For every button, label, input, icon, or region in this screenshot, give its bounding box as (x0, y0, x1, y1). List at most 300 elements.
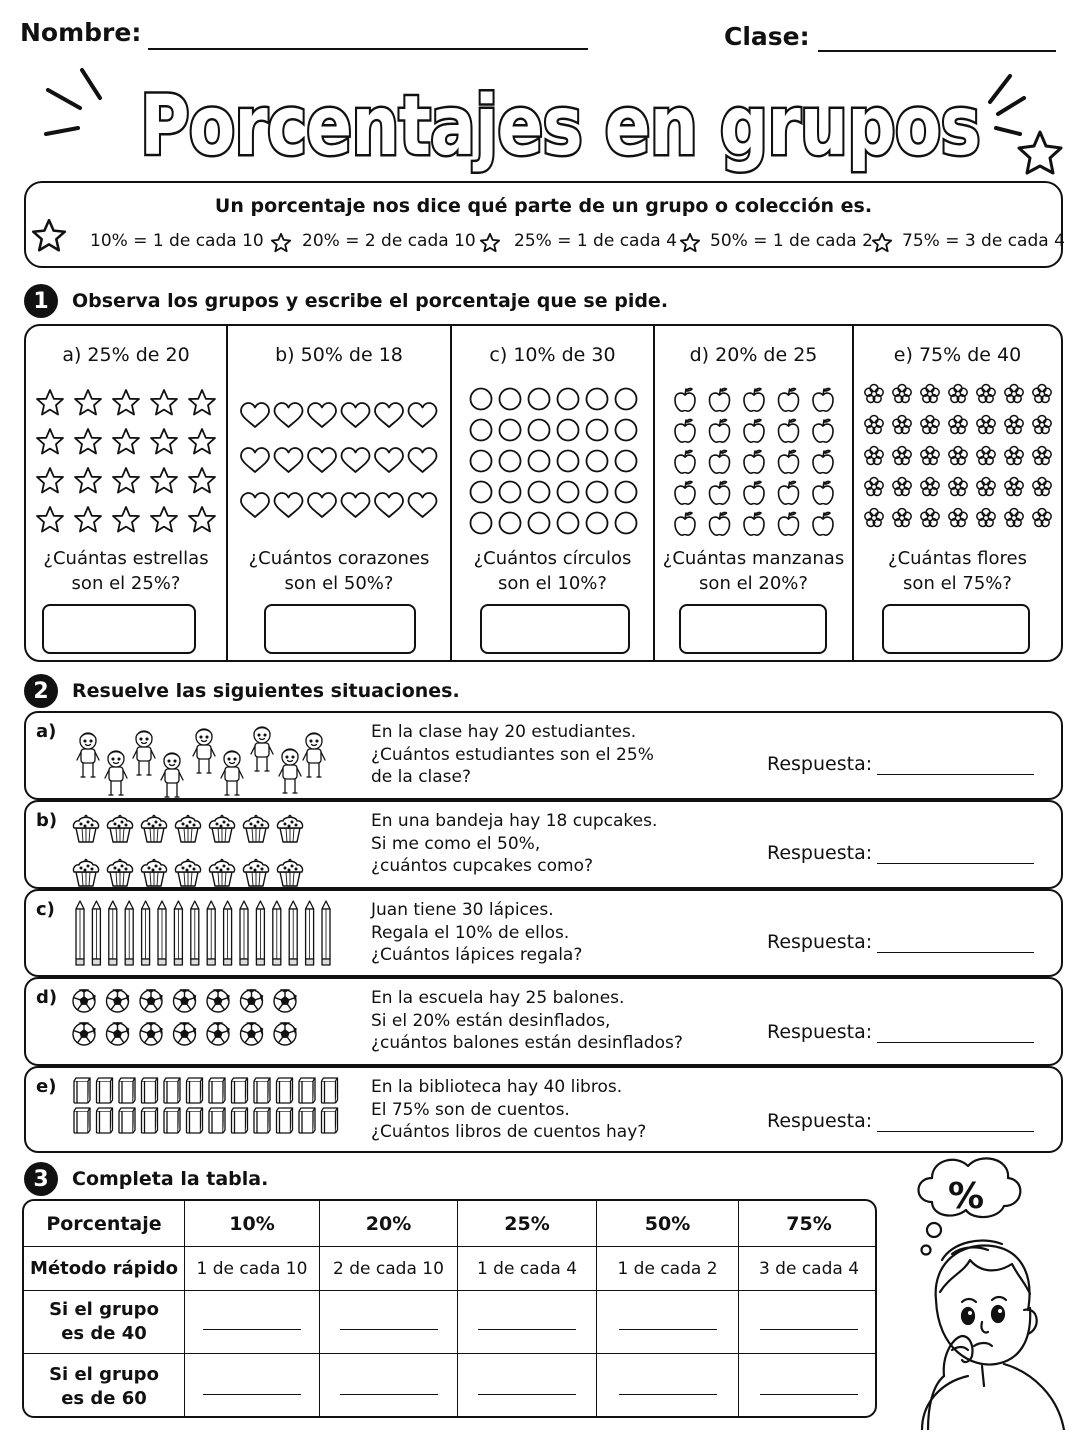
pencil-icon (174, 901, 182, 965)
student-icon (77, 733, 99, 777)
apple-icon (813, 388, 833, 411)
group-b-question: ¿Cuántos corazones son el 50%? (248, 548, 430, 594)
book-icon (299, 1108, 315, 1133)
soccer-ball-icon (140, 1023, 162, 1045)
book-icon (142, 1108, 158, 1133)
circle-icon-grid (452, 382, 655, 542)
situation-c (24, 889, 1063, 977)
student-icon (133, 731, 155, 775)
situation-c-text: Juan tiene 30 lápices. Regala el 10% de ellos. ¿Cuántos lápices regala? (371, 900, 583, 965)
situation-d-answer-label: Respuesta: (767, 1021, 873, 1043)
heart-icon (308, 403, 336, 427)
pencil-icon (306, 901, 314, 965)
pencil-icon (76, 901, 84, 965)
apple-icon (710, 419, 730, 442)
book-icon (119, 1078, 135, 1103)
book-icon (142, 1078, 158, 1103)
flower-icon (1033, 416, 1051, 434)
sparkle-left-icon (46, 70, 100, 134)
book-icon (209, 1078, 225, 1103)
apple-icon (813, 481, 833, 504)
situation-e-text: En la biblioteca hay 40 libros. El 75% son de cuentos. ¿Cuántos libros de cuentos hay? (371, 1077, 647, 1142)
group-e (852, 326, 1061, 660)
situation-c-answer-label: Respuesta: (767, 931, 873, 953)
table-header-50: 50% (597, 1201, 739, 1247)
group-c-answer-box[interactable] (480, 604, 630, 654)
star-icon (151, 468, 177, 493)
situation-e-answer-label: Respuesta: (767, 1110, 873, 1132)
pencil-icon (224, 901, 232, 965)
section-1-number: 1 (24, 284, 58, 318)
star-icon (151, 429, 177, 454)
circle-icon (587, 482, 608, 503)
circle-icon (587, 389, 608, 410)
star-icon (37, 390, 63, 415)
book-icon (277, 1108, 293, 1133)
group-c (450, 326, 653, 660)
table-method-20: 2 de cada 10 (320, 1247, 458, 1291)
star-icon (189, 390, 215, 415)
section-1-groups (24, 324, 1063, 662)
table-cell-60-10[interactable] (185, 1354, 320, 1418)
book-icon (299, 1078, 315, 1103)
heart-icon (241, 448, 269, 472)
book-icon (187, 1108, 203, 1133)
star-icon (871, 232, 893, 254)
soccer-ball-icon (241, 990, 263, 1012)
table-header-percentage: Porcentaje (24, 1201, 185, 1247)
equivalence-25: 25% = 1 de cada 4 (514, 231, 677, 251)
book-icon (97, 1078, 113, 1103)
star-icon (37, 507, 63, 532)
table-header-10: 10% (185, 1201, 320, 1247)
group-c-question: ¿Cuántos círculos son el 10%? (473, 548, 632, 594)
flower-icon (893, 447, 911, 465)
table-header-25: 25% (458, 1201, 597, 1247)
heart-icon (375, 448, 403, 472)
pencil-icon (256, 901, 264, 965)
flower-icon (865, 385, 883, 403)
circle-icon (471, 451, 492, 472)
star-icon (75, 390, 101, 415)
section-3-number: 3 (24, 1162, 58, 1196)
flower-icon (949, 509, 967, 527)
circle-icon (558, 451, 579, 472)
star-icon (75, 507, 101, 532)
thinking-boy-illustration (892, 1150, 1072, 1430)
student-icon (105, 751, 127, 795)
group-a (26, 326, 226, 660)
flower-icon (865, 447, 883, 465)
pencil-icon-group (72, 899, 352, 971)
apple-icon (779, 481, 799, 504)
group-d-answer-box[interactable] (679, 604, 827, 654)
circle-icon (616, 389, 637, 410)
apple-icon (779, 450, 799, 473)
flower-icon (865, 509, 883, 527)
flower-icon (921, 416, 939, 434)
cupcake-icon (243, 816, 268, 843)
flower-icon (893, 385, 911, 403)
student-icon (251, 727, 273, 771)
soccer-ball-icon (207, 1023, 229, 1045)
heart-icon (275, 403, 303, 427)
situation-c-letter: c) (36, 899, 55, 920)
situation-a-letter: a) (36, 721, 57, 742)
soccer-ball-icon (107, 990, 129, 1012)
section-2-title: Resuelve las siguientes situaciones. (72, 680, 460, 702)
apple-icon (779, 512, 799, 535)
circle-icon (616, 513, 637, 534)
info-text: Un porcentaje nos dice qué parte de un grupo o colección es. (214, 195, 873, 217)
pencil-icon (289, 901, 297, 965)
flower-icon (949, 385, 967, 403)
star-icon (270, 232, 292, 254)
soccer-ball-icon (174, 1023, 196, 1045)
flower-icon (1005, 385, 1023, 403)
circle-icon (529, 513, 550, 534)
circle-icon (529, 389, 550, 410)
flower-icon (893, 416, 911, 434)
group-d (653, 326, 852, 660)
equivalence-row (26, 231, 1065, 257)
student-icon (193, 729, 215, 773)
table-header-75: 75% (739, 1201, 877, 1247)
circle-icon (500, 389, 521, 410)
flower-icon (1005, 416, 1023, 434)
heart-icon (308, 448, 336, 472)
pencil-icon (142, 901, 150, 965)
table-row-60-label: Si el grupo es de 60 (24, 1354, 185, 1418)
table-cell-40-75[interactable] (739, 1291, 877, 1354)
pencil-icon (322, 901, 330, 965)
apple-icon (744, 388, 764, 411)
group-d-question: ¿Cuántas manzanas son el 20%? (662, 548, 845, 594)
flower-icon (1033, 385, 1051, 403)
situation-b-text: En una bandeja hay 18 cupcakes. Si me como el 50%, ¿cuántos cupcakes como? (371, 811, 658, 876)
cupcake-icon (175, 816, 200, 843)
circle-icon (616, 451, 637, 472)
cupcake-icon (107, 816, 132, 843)
apple-icon (675, 388, 695, 411)
flower-icon (977, 416, 995, 434)
circle-icon (471, 482, 492, 503)
group-e-answer-box[interactable] (882, 604, 1030, 654)
pencil-icon (207, 901, 215, 965)
book-icon (254, 1078, 270, 1103)
situation-d-letter: d) (36, 987, 58, 1008)
situation-e (24, 1066, 1063, 1153)
circle-icon (529, 482, 550, 503)
situation-c-answer-line[interactable] (877, 952, 1034, 953)
group-b-answer-box[interactable] (264, 604, 416, 654)
star-icon (189, 429, 215, 454)
apple-icon-grid (655, 382, 854, 542)
equivalence-75: 75% = 3 de cada 4 (902, 231, 1065, 251)
soccer-ball-icon (274, 990, 296, 1012)
situation-d (24, 977, 1063, 1066)
soccer-ball-icon (207, 990, 229, 1012)
heart-icon (375, 493, 403, 517)
flower-icon (1033, 509, 1051, 527)
pencil-icon (191, 901, 199, 965)
book-icon (74, 1078, 90, 1103)
sparkle-right-icon (990, 76, 1024, 134)
table-cell-60-20[interactable] (320, 1354, 458, 1418)
apple-icon (744, 450, 764, 473)
cupcake-icon-group (72, 810, 352, 888)
star-icon (151, 390, 177, 415)
star-icon (679, 232, 701, 254)
circle-icon (616, 420, 637, 441)
cupcake-icon (73, 816, 98, 843)
cupcake-icon (209, 816, 234, 843)
star-icon (37, 468, 63, 493)
group-d-grid (655, 382, 852, 542)
equivalence-50: 50% = 1 de cada 2 (710, 231, 873, 251)
circle-icon (500, 420, 521, 441)
star-decoration-icon (1019, 132, 1061, 173)
section-1-title: Observa los grupos y escribe el porcentaje que se pide. (72, 290, 669, 312)
situation-b-answer-label: Respuesta: (767, 842, 873, 864)
equivalence-10: 10% = 1 de cada 10 (90, 231, 264, 251)
heart-icon (241, 493, 269, 517)
table-cell-40-10[interactable] (185, 1291, 320, 1354)
group-c-label: c) 10% de 30 (489, 344, 616, 366)
group-e-label: e) 75% de 40 (893, 344, 1022, 366)
table-method-10: 1 de cada 10 (185, 1247, 320, 1291)
table-method-75: 3 de cada 4 (739, 1247, 877, 1291)
circle-icon (558, 513, 579, 534)
flower-icon (893, 478, 911, 496)
situation-e-answer-line[interactable] (877, 1131, 1034, 1132)
table-cell-60-25[interactable] (458, 1354, 597, 1418)
cupcake-icon (141, 816, 166, 843)
name-field[interactable] (148, 48, 588, 50)
star-icon (189, 468, 215, 493)
flower-icon (865, 478, 883, 496)
cupcake-icon (141, 860, 166, 887)
flower-icon (921, 478, 939, 496)
book-icon (119, 1108, 135, 1133)
cupcake-icon (243, 860, 268, 887)
apple-icon (675, 512, 695, 535)
apple-icon (779, 419, 799, 442)
flower-icon (1033, 478, 1051, 496)
heart-icon (342, 493, 370, 517)
flower-icon (865, 416, 883, 434)
student-icon (279, 749, 301, 793)
apple-icon (710, 512, 730, 535)
book-icon (254, 1108, 270, 1133)
situation-a (24, 711, 1063, 800)
flower-icon (977, 385, 995, 403)
worksheet-title (0, 62, 1086, 182)
situation-b (24, 800, 1063, 889)
flower-icon (921, 385, 939, 403)
table-cell-60-75[interactable] (739, 1354, 877, 1418)
table-method-label: Método rápido (24, 1247, 185, 1291)
group-c-grid (452, 382, 653, 542)
group-e-question: ¿Cuántas flores son el 75%? (888, 548, 1027, 594)
star-icon (113, 390, 139, 415)
apple-icon (710, 388, 730, 411)
soccer-ball-icon (73, 990, 95, 1012)
group-a-grid (26, 386, 226, 544)
class-label: Clase: (724, 22, 810, 51)
boy-icon (922, 1241, 1064, 1430)
section-2-number: 2 (24, 674, 58, 708)
book-icon (232, 1078, 248, 1103)
star-icon-grid (26, 386, 226, 544)
pencil-icon (109, 901, 117, 965)
heart-icon (241, 403, 269, 427)
circle-icon (471, 389, 492, 410)
apple-icon (744, 512, 764, 535)
circle-icon (587, 420, 608, 441)
heart-icon (409, 493, 437, 517)
flower-icon (949, 478, 967, 496)
circle-icon (558, 420, 579, 441)
group-d-label: d) 20% de 25 (689, 344, 818, 366)
circle-icon (616, 482, 637, 503)
situation-a-answer-line[interactable] (877, 774, 1034, 775)
soccer-ball-icon (241, 1023, 263, 1045)
star-icon (113, 507, 139, 532)
star-icon (113, 468, 139, 493)
heart-icon (342, 403, 370, 427)
flower-icon (921, 447, 939, 465)
situation-b-letter: b) (36, 810, 58, 831)
star-icon (75, 429, 101, 454)
circle-icon (500, 482, 521, 503)
flower-icon (893, 509, 911, 527)
circle-icon (500, 451, 521, 472)
table-method-50: 1 de cada 2 (597, 1247, 739, 1291)
section-3-title: Completa la tabla. (72, 1168, 269, 1190)
circle-icon (558, 482, 579, 503)
soccer-ball-icon (73, 1023, 95, 1045)
soccer-ball-icon (174, 990, 196, 1012)
pencil-icon (92, 901, 100, 965)
equivalence-20: 20% = 2 de cada 10 (302, 231, 476, 251)
heart-icon (375, 403, 403, 427)
heart-icon (275, 493, 303, 517)
book-icon (277, 1078, 293, 1103)
apple-icon (744, 481, 764, 504)
heart-icon (409, 403, 437, 427)
cupcake-icon (277, 860, 302, 887)
apple-icon (813, 512, 833, 535)
heart-icon-grid (228, 396, 452, 526)
group-e-grid (854, 380, 1061, 540)
student-icon (161, 753, 183, 797)
circle-icon (529, 451, 550, 472)
flower-icon (977, 478, 995, 496)
thought-percent-symbol: % (947, 1176, 985, 1217)
info-box (24, 181, 1063, 268)
group-a-question: ¿Cuántas estrellas son el 25%? (43, 548, 209, 594)
student-icon-group (72, 721, 352, 799)
situation-d-text: En la escuela hay 25 balones. Si el 20% están desinflados, ¿cuántos balones están desinflados? (371, 988, 683, 1053)
pencil-icon (125, 901, 133, 965)
flower-icon (949, 416, 967, 434)
book-icon (164, 1108, 180, 1133)
student-icon (221, 751, 243, 795)
book-icon (232, 1108, 248, 1133)
situation-a-answer-label: Respuesta: (767, 753, 873, 775)
heart-icon (342, 448, 370, 472)
heart-icon (275, 448, 303, 472)
apple-icon (813, 450, 833, 473)
flower-icon (1005, 447, 1023, 465)
group-b (226, 326, 450, 660)
situation-e-letter: e) (36, 1076, 57, 1097)
group-a-answer-box[interactable] (42, 604, 196, 654)
table-header-20: 20% (320, 1201, 458, 1247)
table-cell-40-25[interactable] (458, 1291, 597, 1354)
flower-icon (977, 447, 995, 465)
table-cell-40-50[interactable] (597, 1291, 739, 1354)
group-b-grid (228, 396, 450, 526)
circle-icon (500, 513, 521, 534)
heart-icon (409, 448, 437, 472)
flower-icon-grid (854, 380, 1063, 540)
book-icon (187, 1078, 203, 1103)
apple-icon (675, 419, 695, 442)
group-a-label: a) 25% de 20 (62, 344, 190, 366)
star-icon (37, 429, 63, 454)
soccer-ball-icon (274, 1023, 296, 1045)
situation-a-text: En la clase hay 20 estudiantes. ¿Cuántos estudiantes son el 25% de la clase? (371, 722, 654, 787)
table-cell-40-20[interactable] (320, 1291, 458, 1354)
flower-icon (977, 509, 995, 527)
apple-icon (710, 450, 730, 473)
book-icon-group (72, 1076, 352, 1148)
circle-icon (558, 389, 579, 410)
star-icon (479, 232, 501, 254)
situation-b-answer-line[interactable] (877, 863, 1034, 864)
apple-icon (744, 419, 764, 442)
flower-icon (921, 509, 939, 527)
book-icon (322, 1108, 338, 1133)
book-icon (164, 1078, 180, 1103)
name-label: Nombre: (20, 18, 142, 47)
cupcake-icon (277, 816, 302, 843)
apple-icon (675, 481, 695, 504)
circle-icon (529, 420, 550, 441)
table-cell-60-50[interactable] (597, 1354, 739, 1418)
soccer-ball-icon-group (72, 987, 352, 1059)
star-icon (151, 507, 177, 532)
cupcake-icon (73, 860, 98, 887)
apple-icon (813, 419, 833, 442)
situation-d-answer-line[interactable] (877, 1042, 1034, 1043)
table-row-40-label: Si el grupo es de 40 (24, 1291, 185, 1354)
soccer-ball-icon (107, 1023, 129, 1045)
flower-icon (1005, 509, 1023, 527)
pencil-icon (240, 901, 248, 965)
cupcake-icon (107, 860, 132, 887)
star-icon (75, 468, 101, 493)
class-field[interactable] (818, 50, 1056, 52)
cupcake-icon (175, 860, 200, 887)
book-icon (74, 1108, 90, 1133)
pencil-icon (273, 901, 281, 965)
apple-icon (710, 481, 730, 504)
book-icon (209, 1108, 225, 1133)
table-method-25: 1 de cada 4 (458, 1247, 597, 1291)
